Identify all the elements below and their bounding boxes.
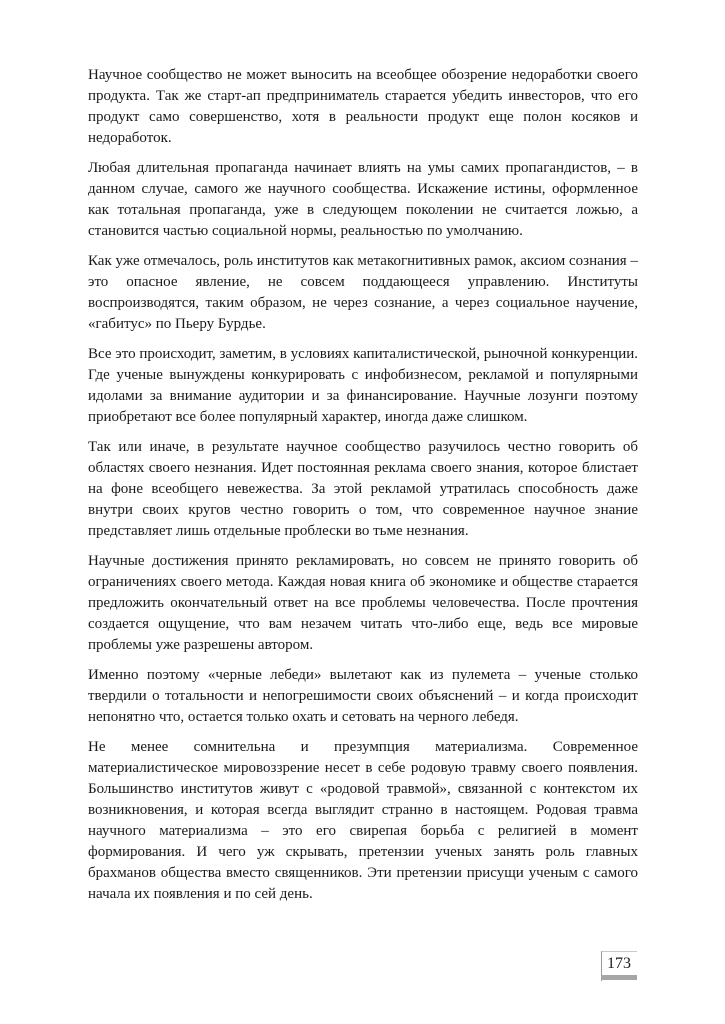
page-number: 173 — [607, 955, 631, 972]
paragraph-2: Любая длительная пропаганда начинает влиять на умы самих пропагандистов, – в данном случае, самого же научного сообщества. Искажение истины, оформленное как тотальная пропаганда, уже в следующем поколении не считается ложью, а становится частью социальной нормы, реальностью по умолчанию. — [88, 160, 638, 239]
paragraph-3: Как уже отмечалось, роль институтов как метакогнитивных рамок, аксиом сознания – это опасное явление, не совсем поддающееся управлению. Институты воспроизводятся, таким образом, не через сознание, а через социальное научение, «габитус» по Пьеру Бурдье. — [88, 253, 638, 332]
page-number-underline-bar — [601, 975, 637, 980]
paragraph-8: Не менее сомнительна и презумпция материализма. Современное материалистическое мировоззрение несет в себе родовую травму своего появления. Большинство институтов живут с «родовой травмой», связанной с контекстом их возникновения, и которая всегда выглядит странно в настоящем. Родовая травма научного материализма – это его свирепая борьба с религией в момент формирования. И чего уж скрывать, претензии ученых занять роль главных брахманов общества вместо священников. Эти претензии присущи ученым с самого начала их появления и по сей день. — [88, 739, 638, 902]
body-text — [88, 65, 638, 914]
paragraph-4: Все это происходит, заметим, в условиях капиталистической, рыночной конкуренции. Где ученые вынуждены конкурировать с инфобизнесом, рекламой и популярными идолами за внимание аудитории и за финансирование. Научные лозунги поэтому приобретают все более популярный характер, иногда даже слишком. — [88, 346, 638, 425]
paragraph-7: Именно поэтому «черные лебеди» вылетают как из пулемета – ученые столько твердили о тотальности и непогрешимости своих объяснений – и когда происходит непонятно что, остается только охать и сетовать на черного лебедя. — [88, 667, 638, 725]
paragraph-1: Научное сообщество не может выносить на всеобщее обозрение недоработки своего продукта. Так же старт-ап предприниматель старается убедить инвесторов, что его продукт само совершенство, хотя в реальности продукт еще полон косяков и недоработок. — [88, 67, 638, 146]
paragraph-6: Научные достижения принято рекламировать, но совсем не принято говорить об ограничениях своего метода. Каждая новая книга об экономике и обществе старается предложить окончательный ответ на все проблемы человечества. После прочтения создается ощущение, что вам незачем читать что-либо еще, ведь все мировые проблемы уже разрешены автором. — [88, 553, 638, 653]
paragraph-5: Так или иначе, в результате научное сообщество разучилось честно говорить об областях своего незнания. Идет постоянная реклама своего знания, которое блистает на фоне всеобщего невежества. За этой рекламой утратилась способность даже внутри своих кругов честно говорить о том, что современное научное знание представляет лишь отдельные проблески во тьме незнания. — [88, 439, 638, 539]
